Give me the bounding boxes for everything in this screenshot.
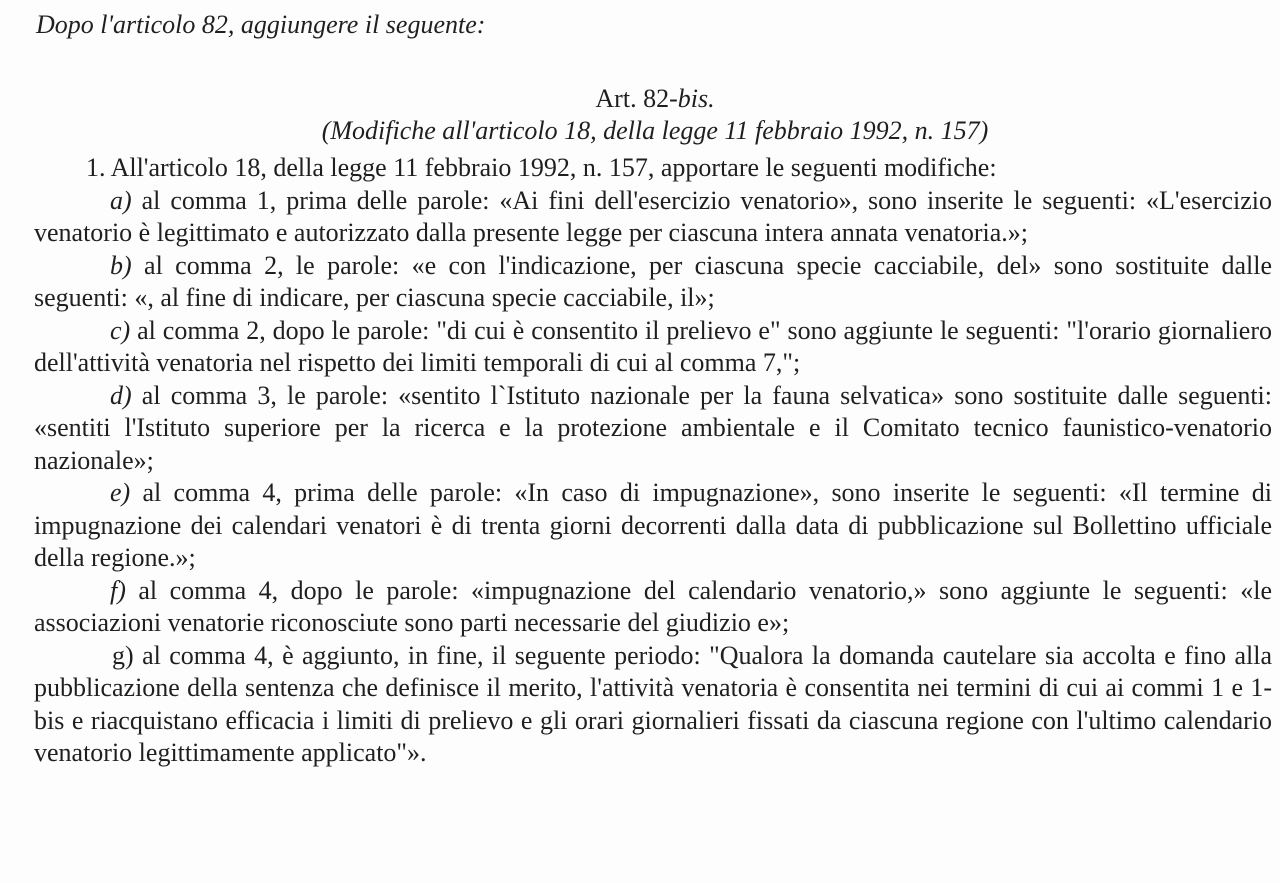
article-title-prefix: Art. 82- — [595, 84, 678, 113]
item-e — [34, 477, 1272, 575]
item-d-text: al comma 3, le parole: «sentito l`Istituto nazionale per la fauna selvatica» sono sostituite dalle seguenti: «sentiti l'Istituto superiore per la ricerca e la protezione ambientale e il Comitato tecnico faunistico-venatorio nazionale»; — [34, 380, 1272, 475]
item-a — [34, 185, 1272, 250]
paragraph-1: 1. All'articolo 18, della legge 11 febbraio 1992, n. 157, apportare le seguenti modifiche: — [86, 153, 997, 182]
item-e-letter: e) — [110, 478, 131, 507]
item-b — [34, 250, 1272, 315]
item-d-letter: d) — [110, 380, 132, 410]
item-b-letter: b) — [110, 250, 132, 280]
item-a-text: al comma 1, prima delle parole: «Ai fini dell'esercizio venatorio», sono inserite le seguenti: «L'esercizio venatorio è legittimato e autorizzato dalla presente legge per ciascuna intera annata venatoria.»; — [34, 185, 1272, 247]
item-g-letter: g) — [112, 640, 134, 670]
item-c — [34, 315, 1272, 380]
item-g — [34, 640, 1272, 770]
item-a-letter: a) — [110, 185, 132, 215]
item-g-text: al comma 4, è aggiunto, in fine, il seguente periodo: "Qualora la domanda cautelare sia accolta e fino alla pubblicazione della sentenza che definisce il merito, l'attività venatoria è consentita nei termini di cui ai commi 1 e 1-bis e riacquistano efficacia i limiti di prelievo e gli orari giornalieri fissati da ciascuna regione con l'ultimo calendario venatorio legittimamente applicato"». — [34, 640, 1272, 767]
item-b-text: al comma 2, le parole: «e con l'indicazione, per ciascuna specie cacciabile, del» sono sostituite dalle seguenti: «, al fine di indicare, per ciascuna specie cacciabile, il»; — [34, 250, 1272, 312]
article-title-suffix: bis. — [677, 84, 715, 113]
article-body — [34, 152, 1272, 770]
article-title — [0, 84, 1280, 114]
item-d — [34, 380, 1272, 478]
item-c-text: al comma 2, dopo le parole: "di cui è consentito il prelievo e" sono aggiunte le seguenti: "l'orario giornaliero dell'attività venatoria nel rispetto dei limiti temporali di cui al comma 7,"; — [34, 315, 1272, 377]
article-subtitle: (Modifiche all'articolo 18, della legge 11 febbraio 1992, n. 157) — [321, 116, 989, 145]
item-c-letter: c) — [110, 315, 131, 345]
item-f — [34, 575, 1272, 640]
item-e-text: al comma 4, prima delle parole: «In caso di impugnazione», sono inserite le seguenti: «Il termine di impugnazione dei calendari venatori è di trenta giorni decorrenti dalla data di pubblicazione sul Bollettino ufficiale della regione.»; — [34, 478, 1272, 572]
item-f-letter: f) — [110, 575, 126, 605]
intro-line: Dopo l'articolo 82, aggiungere il seguente: — [36, 10, 486, 39]
item-f-text: al comma 4, dopo le parole: «impugnazione del calendario venatorio,» sono aggiunte le seguenti: «le associazioni venatorie riconosciute sono parti necessarie del giudizio e»; — [34, 575, 1272, 637]
